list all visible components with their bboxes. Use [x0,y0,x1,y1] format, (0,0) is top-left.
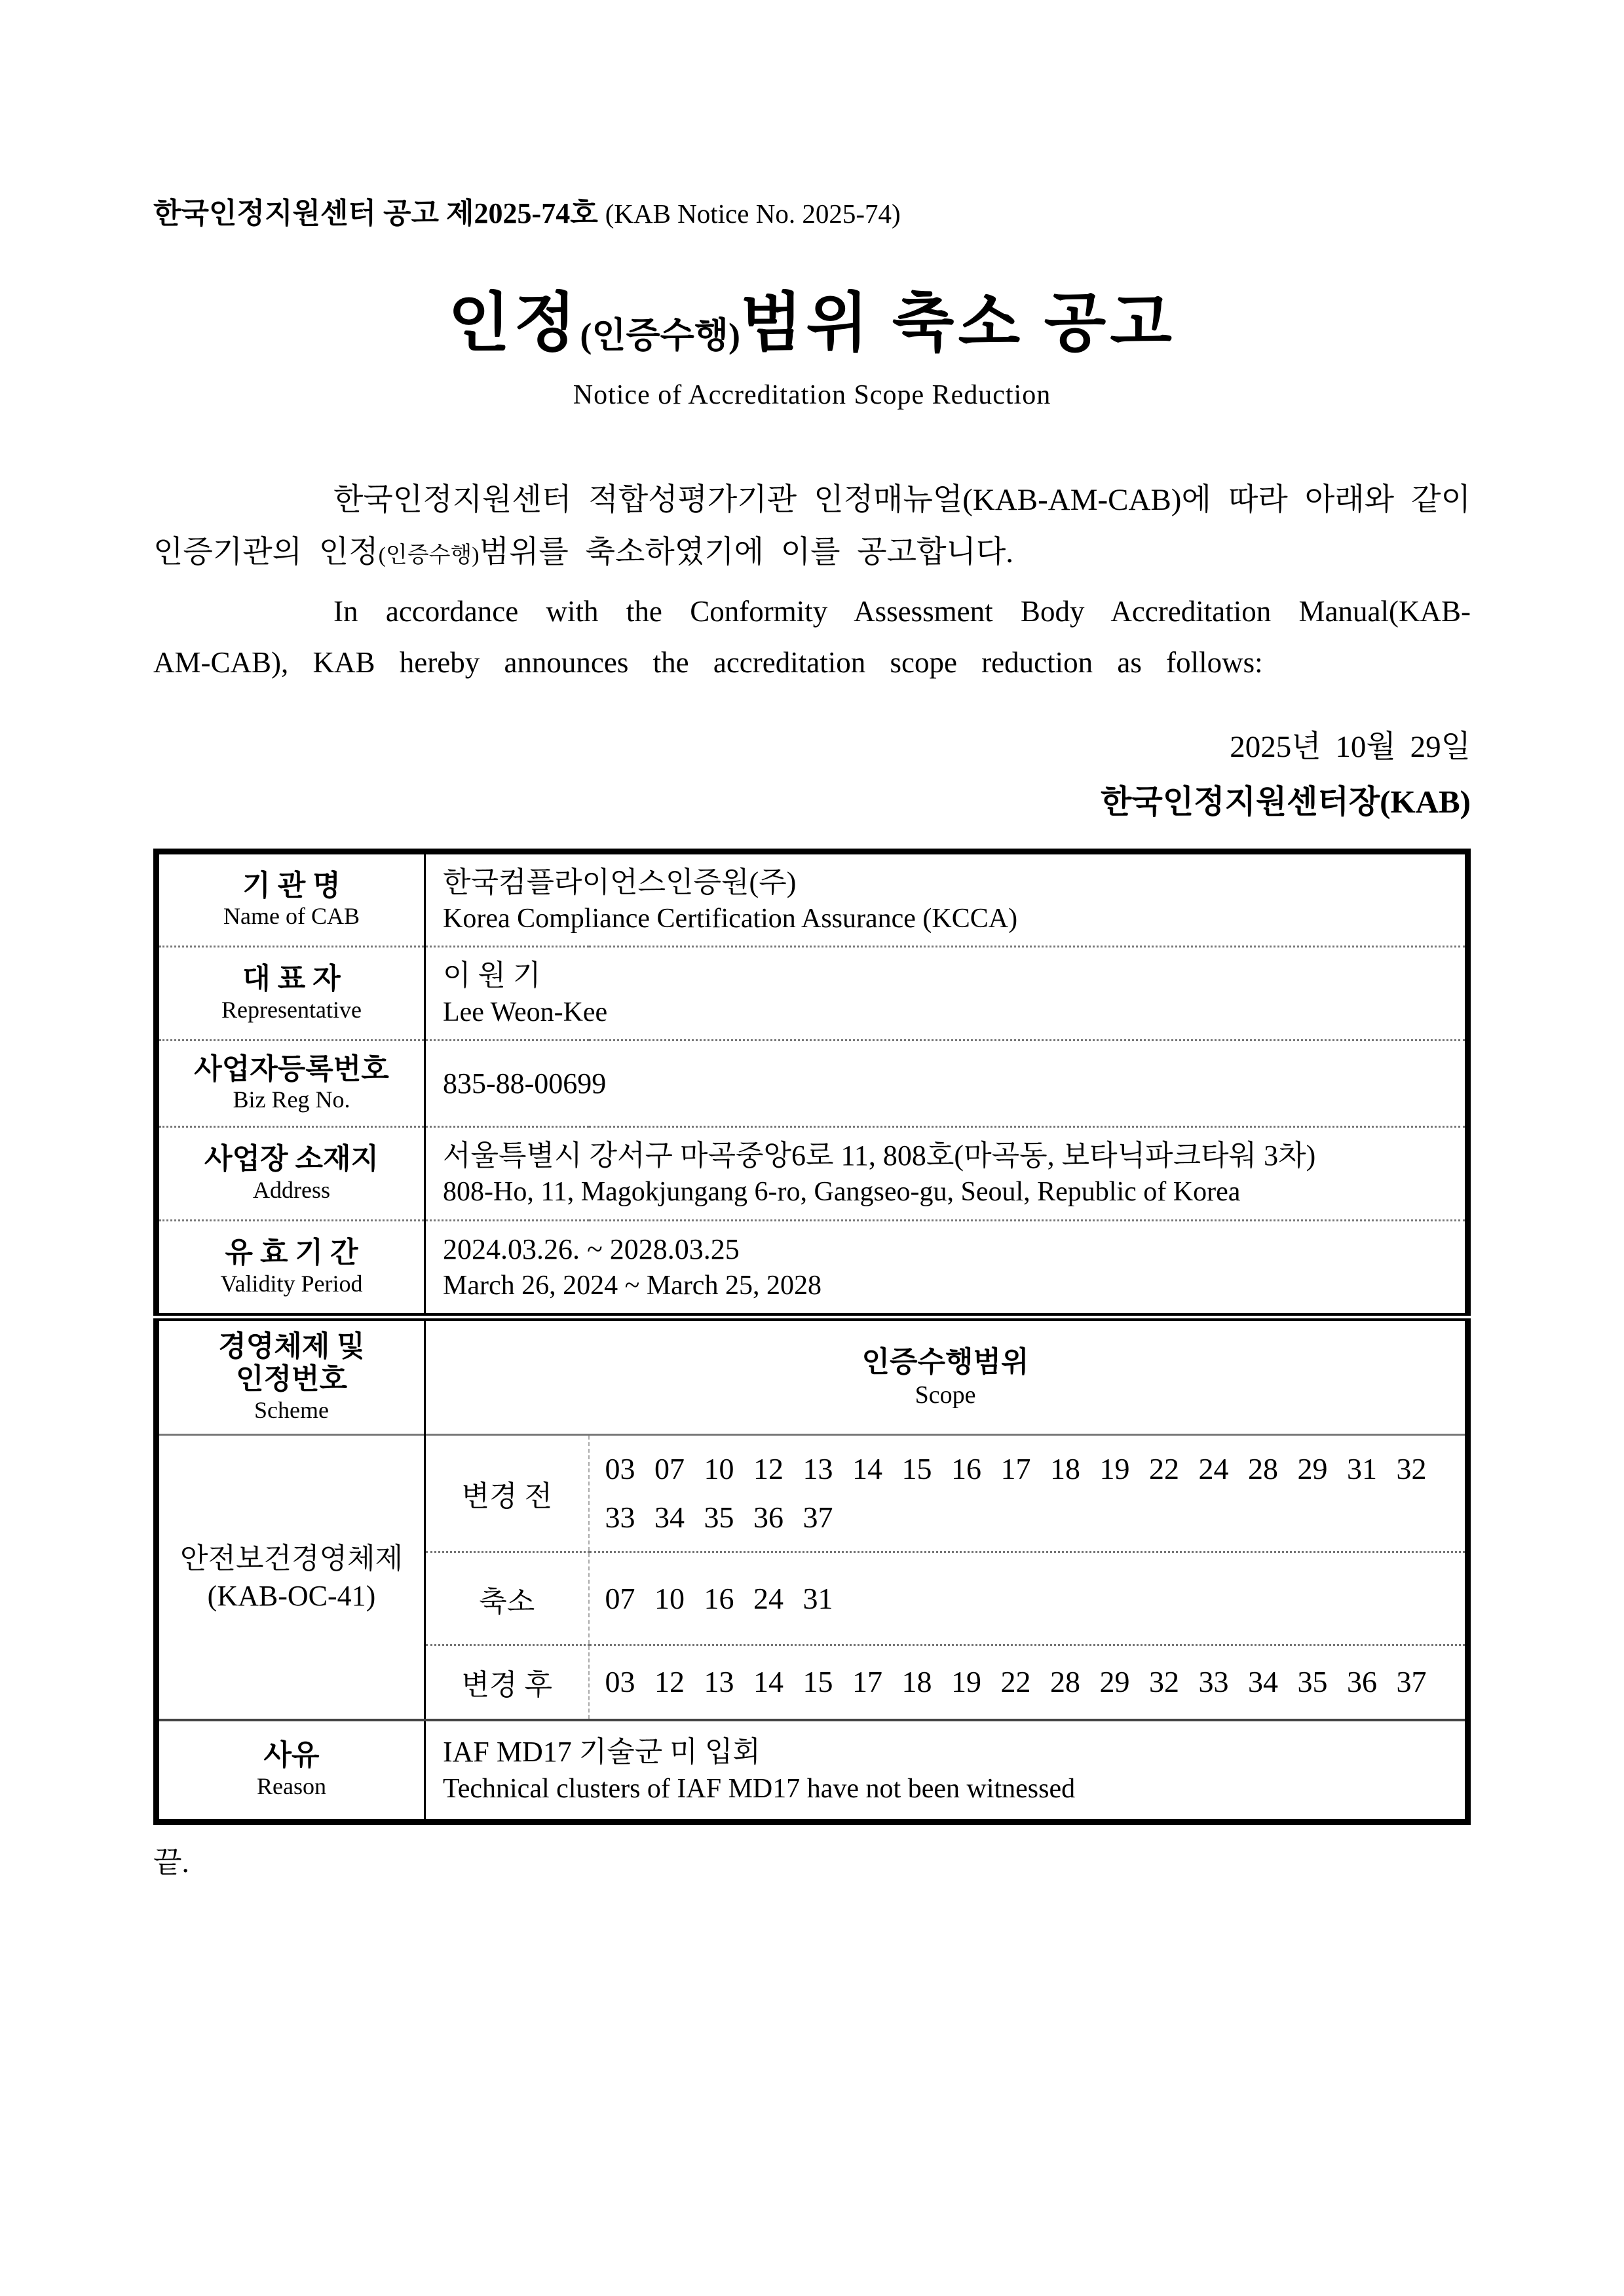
end-mark: 끝. [153,1846,189,1879]
label-english: Validity Period [220,1270,363,1297]
value-korean: 한국컴플라이언스인증원(주) [443,866,797,898]
value-english: Technical clusters of IAF MD17 have not been witnessed [443,1773,1076,1804]
notice-number-line [153,197,1471,231]
notice-number-korean: 한국인정지원센터 공고 제2025-74호 [153,197,598,229]
value-korean: 이 원 기 [443,959,541,992]
page-title [153,289,1471,360]
scope-codes-after: 03 12 13 14 15 17 18 19 22 28 29 32 33 34 35 36 37 [589,1645,1468,1720]
body-paragraph-korean [153,474,1471,582]
label-korean: 유 효 기 간 [225,1236,358,1269]
notice-date: 2025년 10월 29일 [1230,729,1471,764]
cab-info-table [153,849,1471,1826]
body-paragraph-english: In accordance with the Conformity Assessment Body Accreditation Manual(KAB-AM-CAB), KAB hereby announces the accreditation scope reduction as follows: [153,594,1471,679]
scope-sublabel-before: 변경 전 [425,1435,589,1552]
value-cell-representative [425,947,1468,1041]
label-english: Name of CAB [223,903,360,930]
page-subtitle: Notice of Accreditation Scope Reduction [573,379,1051,410]
table-row-reason [157,1720,1468,1822]
signature-line: 한국인정지원센터장(KAB) [1101,783,1471,820]
value-english: Lee Weon-Kee [443,997,608,1027]
scope-header-cell [425,1317,1468,1435]
value-cell-address [425,1127,1468,1221]
label-english: Representative [221,996,362,1023]
label-korean: 대 표 자 [242,963,341,995]
value-english: 808-Ho, 11, Magokjungang 6-ro, Gangseo-gu, Seoul, Republic of Korea [443,1177,1241,1208]
scope-sublabel-reduced: 축소 [425,1552,589,1645]
label-cell-reason [157,1720,425,1822]
label-korean-line1: 경영체제 및 [218,1330,365,1362]
label-cell-validity-period [157,1220,425,1316]
value-english: March 26, 2024 ~ March 25, 2028 [443,1271,821,1301]
label-english: Scheme [254,1396,329,1423]
label-english: Reason [257,1773,326,1800]
label-korean: 사업자등록번호 [194,1052,389,1085]
value-korean: 2024.03.26. ~ 2028.03.25 [443,1233,740,1265]
label-korean-line2: 인정번호 [235,1363,347,1396]
scope-header-english: Scope [915,1381,976,1409]
table-row-biz-reg-no [157,1041,1468,1127]
title-prefix: 인정 [448,288,580,359]
label-cell-address [157,1127,425,1221]
value-korean: 835-88-00699 [443,1067,607,1100]
value-english: Korea Compliance Certification Assurance (KCCA) [443,903,1018,934]
label-cell-scheme [157,1317,425,1435]
table-row-validity-period [157,1220,1468,1316]
label-korean: 사유 [263,1739,320,1772]
body-ko-part1: 한국인정지원센터 적합성평가기관 인정매뉴얼(KAB-AM-CAB)에 따라 아래와 같이 인증기관의 인정 [153,482,1471,569]
scheme-code: (KAB-OC-41) [207,1579,376,1612]
label-cell-biz-reg-no [157,1041,425,1127]
scope-sublabel-after: 변경 후 [425,1645,589,1720]
title-paren: (인증수행) [580,315,740,355]
label-cell-name-of-cab [157,851,425,947]
scheme-name-cell [157,1435,425,1720]
scope-codes-reduced: 07 10 16 24 31 [589,1552,1468,1645]
label-korean: 사업장 소재지 [204,1143,379,1176]
label-cell-representative [157,947,425,1041]
body-ko-part2: 범위를 축소하였기에 이를 공고합니다. [479,535,1014,569]
table-row-name-of-cab [157,851,1468,947]
table-row-representative [157,947,1468,1041]
body-ko-paren: (인증수행) [378,543,480,567]
value-korean: IAF MD17 기술군 미 입회 [443,1736,761,1769]
value-korean: 서울특별시 강서구 마곡중앙6로 11, 808호(마곡동, 보타닉파크타워 3차) [443,1139,1316,1172]
label-korean: 기 관 명 [242,869,341,902]
table-row-scope-before [157,1435,1468,1552]
title-suffix: 범위 축소 공고 [740,288,1176,359]
notice-number-english: (KAB Notice No. 2025-74) [605,199,901,229]
scheme-name-korean: 안전보건경영체제 [179,1542,404,1575]
table-row-scheme-header [157,1317,1468,1435]
scope-header-korean: 인증수행범위 [861,1345,1029,1378]
value-cell-validity-period [425,1220,1468,1316]
label-english: Biz Reg No. [233,1086,350,1113]
label-english: Address [253,1176,330,1203]
scope-codes-before: 03 07 10 12 13 14 15 16 17 18 19 22 24 28 29 31 32 33 34 35 36 37 [589,1435,1468,1552]
table-row-address [157,1127,1468,1221]
value-cell-reason [425,1720,1468,1822]
value-cell-name-of-cab [425,851,1468,947]
value-cell-biz-reg-no [425,1041,1468,1127]
